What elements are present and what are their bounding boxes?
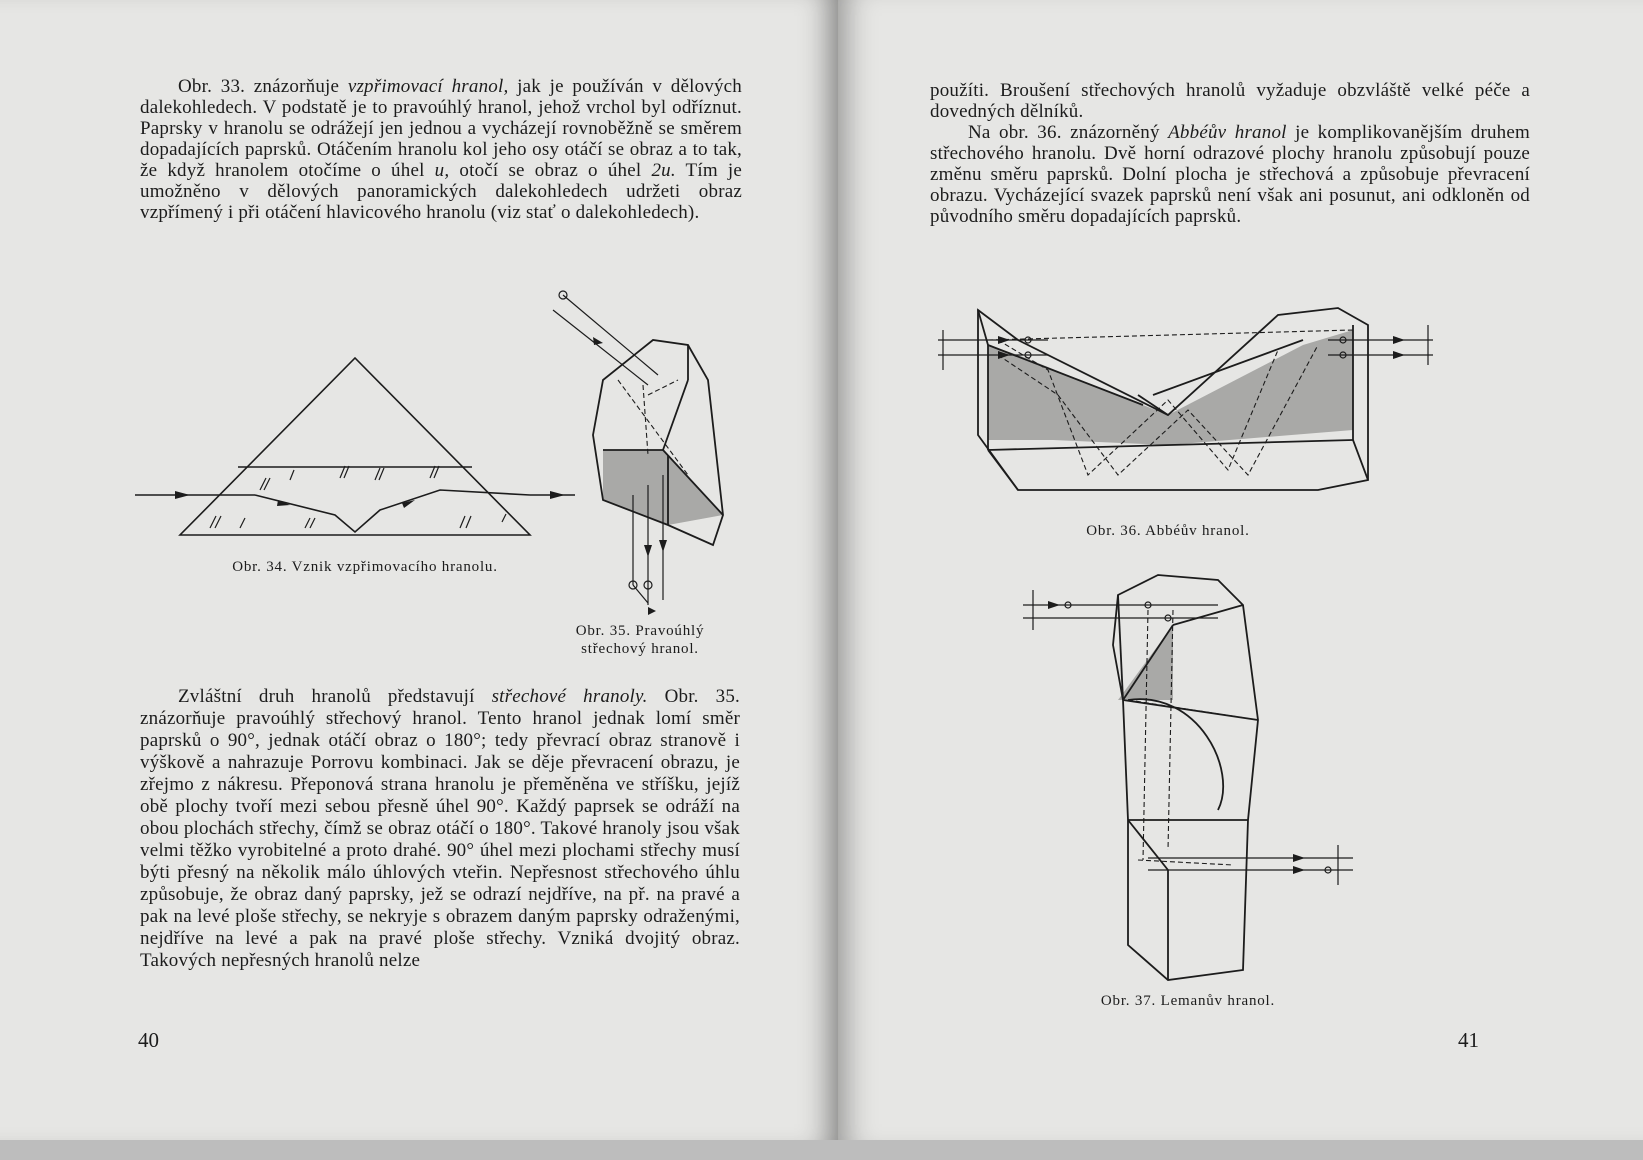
right-page [838, 0, 1643, 1140]
figure-37-leman-prism [1018, 570, 1378, 980]
arrowhead [593, 337, 603, 345]
figure-35-roof-prism [548, 285, 778, 655]
incoming-ray [563, 295, 658, 375]
arrowhead [1393, 351, 1405, 359]
internal-ray [255, 490, 530, 532]
figure-34-erecting-prism [130, 350, 590, 540]
arrowhead [1393, 336, 1405, 344]
text-segment: Obr. 33. znázorňuje [178, 76, 348, 97]
text-segment: je komplikovanějším druhem střechového hranolu. Dvě horní odrazové plochy hranolu způsobují pouze změnu směru paprsků. Dolní plocha je střechová a způsobuje převracení obrazu. Vycházející svazek paprsků není však ani posunut, ani odkloněn od původního směru dopadajících paprsků. [930, 122, 1530, 227]
left-paragraph-2 [140, 686, 740, 972]
italic-term: Abbéův hranol [1168, 122, 1287, 143]
page-number-left: 40 [138, 1028, 159, 1052]
arrowhead [648, 607, 656, 615]
page-number-right: 41 [1458, 1028, 1479, 1052]
text-segment: použíti. Broušení střechových hranolů vyžaduje obzvláště velké péče a dovedných dělníků. [930, 80, 1530, 122]
text-segment: Na obr. 36. znázorněný [968, 122, 1169, 143]
italic-term: střechové hranoly. [491, 686, 648, 707]
figure-36-abbe-prism [938, 300, 1468, 520]
arrowhead [1048, 601, 1060, 609]
right-paragraph-1 [930, 80, 1530, 122]
shaded-face [988, 330, 1353, 445]
italic-symbol: 2u. [651, 160, 676, 181]
text-segment: Zvláštní druh hranolů představují [178, 686, 492, 707]
italic-symbol: u, [434, 160, 450, 181]
arrowhead [1293, 866, 1305, 874]
arrowhead [1293, 854, 1305, 862]
arrowhead [644, 545, 652, 557]
left-paragraph-1 [140, 76, 742, 223]
text-segment: Tím je umožněno v dělových panoramických dalekohledech udržeti obraz vzpřímený i při otáčení hlavicového hranolu (viz stať o dalekohledech). [140, 160, 742, 223]
prism-outline [1113, 575, 1258, 980]
caption-figure-34: Obr. 34. Vznik vzpřimovacího hranolu. [232, 559, 498, 575]
caption-figure-35-line-2: střechový hranol. [581, 641, 699, 657]
right-paragraph-2 [930, 122, 1530, 227]
incoming-ray [553, 310, 648, 385]
italic-term: vzpřimovací hranol, [347, 76, 509, 97]
arrowhead [998, 336, 1010, 344]
arrowhead [659, 540, 667, 552]
caption-figure-36: Obr. 36. Abbéův hranol. [1086, 523, 1250, 539]
text-segment: Obr. 35. znázorňuje pravoúhlý střechový hranol. Tento hranol jednak lomí směr paprsků o 90°, jednak otáčí obraz o 180°; tedy převrací obraz stranově i výškově a nahrazuje Porrovu kombinaci. Jak se děje převracení obrazu, je zřejmo z nákresu. Přeponová strana hranolu je přeměněna ve stříšku, jejíž obě plochy tvoří mezi sebou přesně úhel 90°. Každý paprsek se odráží na obou plochách střechy, čímž se obraz otáčí o 180°. Takové hranoly jsou však velmi těžko vyrobitelné a proto drahé. 90° úhel mezi plochami střechy musí býti přesný na několik málo úhlových vteřin. Nepřesnost střechového úhlu způsobuje, že obraz daný paprsky, jež se odrazí nejdříve, na př. na pravé a pak na levé ploše střechy, se nekryje s obrazem daným paprsky odraženými, nejdříve na levé a pak na pravé ploše střechy. Vzniká dvojitý obraz. Takových nepřesných hranolů nelze [140, 686, 740, 971]
arrowhead [175, 491, 190, 499]
caption-figure-35 [560, 622, 720, 658]
caption-figure-37: Obr. 37. Lemanův hranol. [1100, 993, 1276, 1009]
text-segment: otočí se obraz o úhel [449, 160, 652, 181]
prism-outline [180, 358, 530, 535]
caption-figure-35-line-1: Obr. 35. Pravoúhlý [575, 623, 705, 639]
text-segment: jak je používán v dělových dalekohledech. V podstatě je to pravoúhlý hranol, jehož vrchol byl odříznut. Paprsky v hranolu se odrážejí jen jednou a vycházejí rovnoběžně se směrem dopadajících paprsků. Otáčením hranolu kol jeho osy otáčí se obraz a to tak, že když hranolem otočíme o úhel [140, 76, 743, 181]
